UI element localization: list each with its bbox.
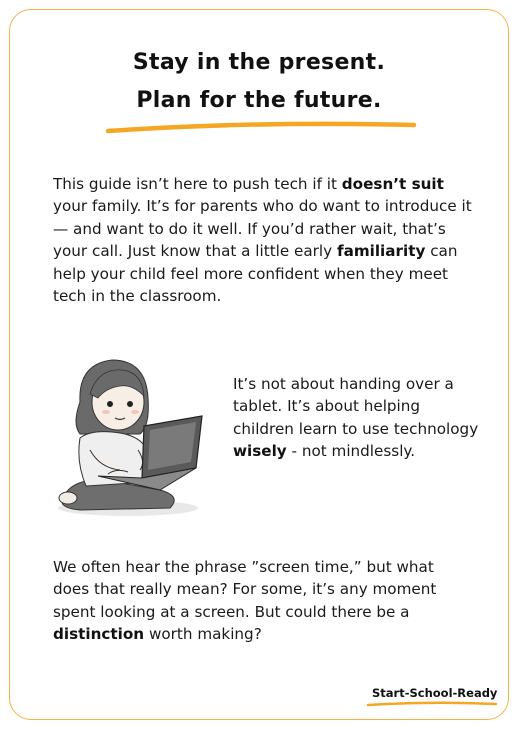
brand-name: Start-School-Ready [372,686,498,700]
closing-paragraph: We often hear the phrase ”screen time,” but what does that really mean? For some, it’s any moment spent looking at a screen. But could there be a distinction worth making? [53,558,437,644]
child-with-laptop-illustration [50,350,210,520]
intro-paragraph: This guide isn’t here to push tech if it doesn’t suit your family. It’s for parents who do want to introduce it — and want to do it well. If you’d rather wait, that’s your call. Just know that a little early familiarity can help your child feel more confident when they meet tech in the classroom. [53,175,472,306]
aside-paragraph: It’s not about handing over a tablet. It’s about helping children learn to use technology wisely - not mindlessly. [233,375,479,461]
page-title-line-1: Stay in the present. [132,50,386,75]
page-title-line-2: Plan for the future. [136,88,382,113]
title-underline [105,120,417,136]
brand-underline [366,699,498,709]
